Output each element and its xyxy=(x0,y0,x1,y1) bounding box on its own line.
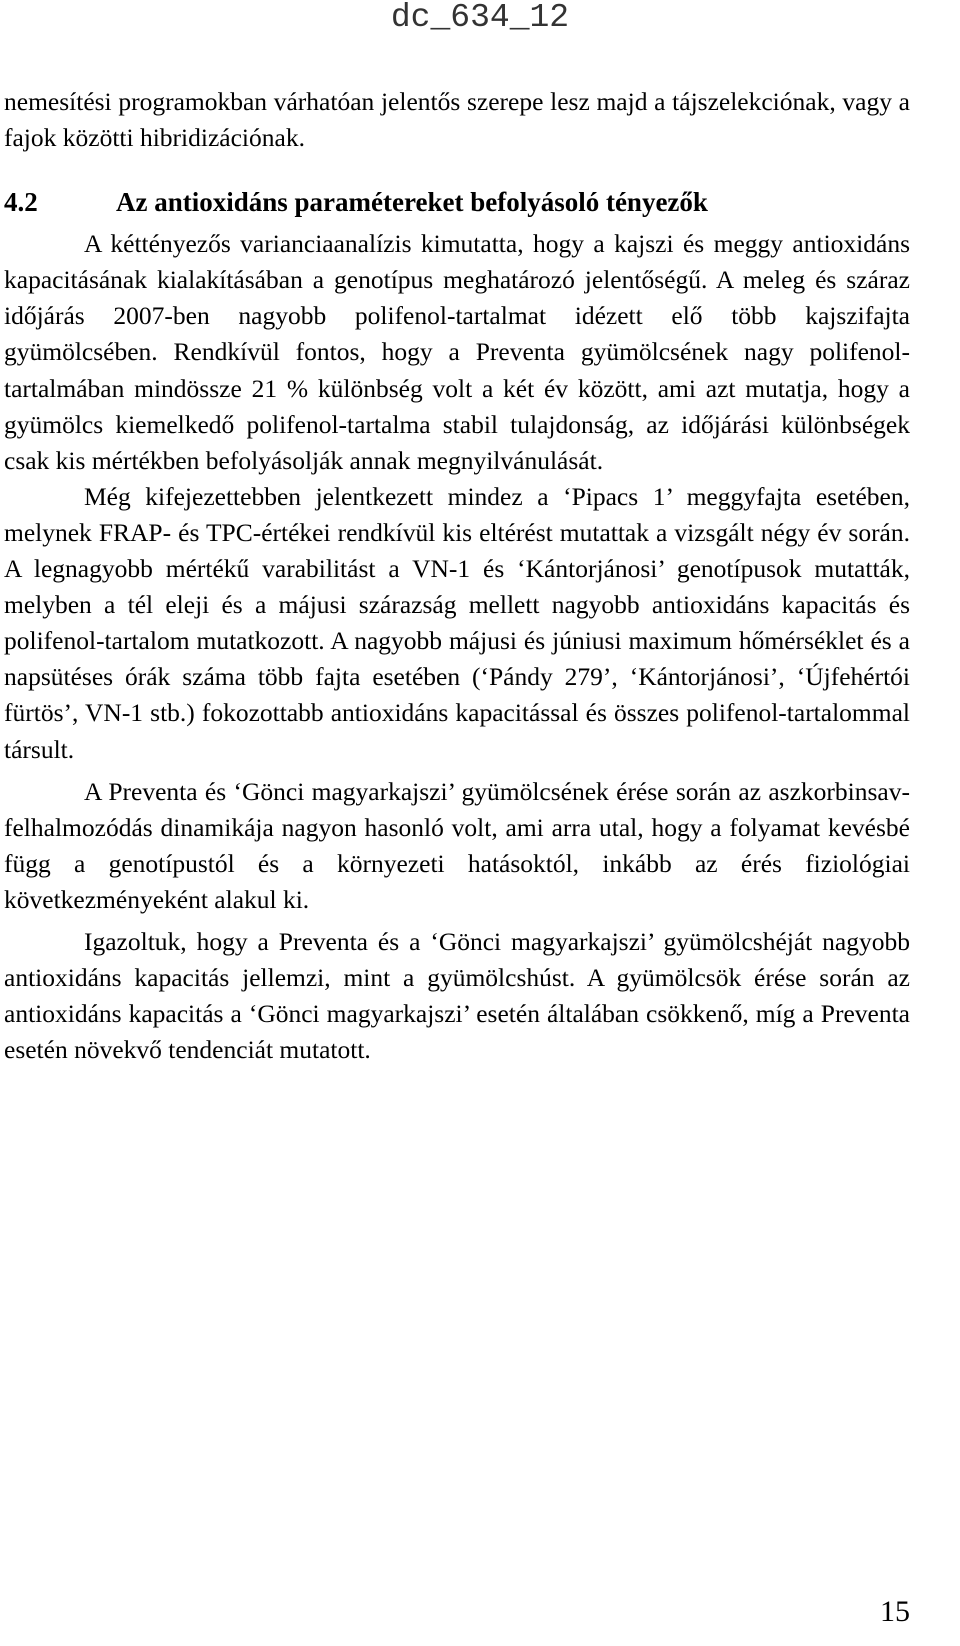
intro-paragraph: nemesítési programokban várhatóan jelentős szerepe lesz majd a tájszelekciónak, vagy a fajok közötti hibridizációnak. xyxy=(4,87,910,153)
paragraph-genotype: A kéttényezős varianciaanalízis kimutatta, hogy a kajszi és meggy antioxidáns kapacitásának kialakításában a genotípus meghatározó jelentőségű. A meleg és száraz időjárás 2007-ben nagyobb polifenol-tartalmat idézett elő több kajszifajta gyümölcsében. Rendkívül fontos, hogy a Preventa gyümölcsének nagy polifenol-tartalmában mindössze 21 % különbség volt a két év között, ami azt mutatja, hogy a gyümölcs kiemelkedő polifenol-tartalma stabil tulajdonság, az időjárási különbségek csak kis mértékben befolyásolják annak megnyilvánulását. xyxy=(4,229,910,475)
page-number: 15 xyxy=(880,1595,910,1628)
section-title: Az antioxidáns paramétereket befolyásoló tényezők xyxy=(116,187,708,218)
paragraph-ascorbic-acid: A Preventa és ‘Gönci magyarkajszi’ gyümölcsének érése során az aszkorbinsav-felhalmozódás dinamikája nagyon hasonló volt, ami arra utal, hogy a folyamat kevésbé függ a genotípustól és a környezeti hatásoktól, inkább az érés fiziológiai következményeként alakul ki. xyxy=(4,776,910,914)
paragraph-pipacs: Még kifejezettebben jelentkezett mindez a ‘Pipacs 1’ meggyfajta esetében, melynek FRAP- és TPC-értékei rendkívül kis eltérést mutattak a vizsgált négy év során. A legnagyobb mértékű varabilitást a VN-1 és ‘Kántorjánosi’ genotípusok mutatták, melyben a tél eleji és a májusi szárazság mellett nagyobb antioxidáns kapacitás és polifenol-tartalom mutatkozott. A nagyobb májusi és júniusi maximum hőmérséklet és a napsütéses órák száma több fajta esetében (‘Pándy 279’, ‘Kántorjánosi’, ‘Újfehértói fürtös’, VN-1 stb.) fokozottabb antioxidáns kapacitással és összes polifenol-tartalommal társult. xyxy=(4,481,910,764)
paragraph-fruit-skin: Igazoltuk, hogy a Preventa és a ‘Gönci magyarkajszi’ gyümölcshéját nagyobb antioxidáns kapacitás jellemzi, mint a gyümölcshúst. A gyümölcsök érése során az antioxidáns kapacitás a ‘Gönci magyarkajszi’ esetén általában csökkenő, míg a Preventa esetén növekvő tendenciát mutatott. xyxy=(4,926,910,1065)
page-body xyxy=(4,84,910,1068)
document-id-header: dc_634_12 xyxy=(390,0,570,36)
section-heading xyxy=(4,184,910,220)
section-number: 4.2 xyxy=(4,187,38,218)
